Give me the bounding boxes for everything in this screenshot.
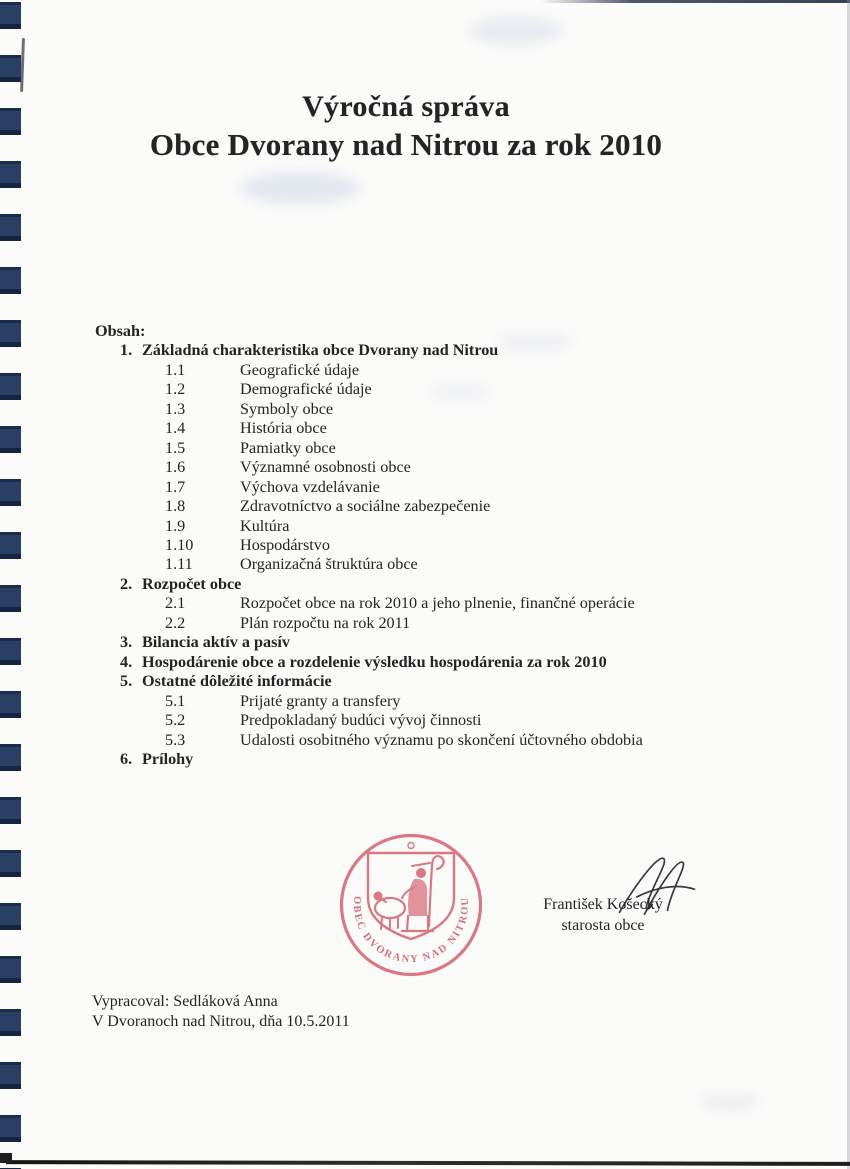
toc-item — [0, 750, 820, 769]
footer-block — [92, 992, 350, 1031]
toc-item — [0, 341, 820, 360]
signer-role: starosta obce — [561, 917, 645, 934]
toc-item-number: 1.7 — [165, 477, 186, 496]
toc-item — [0, 361, 820, 380]
toc-item-label: Geografické údaje — [240, 360, 360, 379]
toc-heading: Obsah: — [95, 322, 146, 340]
page-edge-corner — [0, 1153, 12, 1163]
toc-item — [0, 555, 820, 574]
toc-item-label: Demografické údaje — [240, 380, 372, 399]
toc-item-number: 1.8 — [165, 497, 186, 516]
toc-item — [0, 497, 820, 516]
toc-item — [0, 458, 820, 477]
toc-item — [0, 419, 820, 438]
toc-item-label: Udalosti osobitného významu po skončení účtovného obdobia — [240, 730, 643, 749]
toc-item-label: Predpokladaný budúci vývoj činnosti — [240, 711, 482, 730]
seal-ring-text: OBEC DVORANY NAD NITROU — [350, 895, 472, 966]
toc-item-label: Bilancia aktív a pasív — [142, 633, 290, 652]
toc-item — [0, 692, 820, 711]
toc-item — [0, 478, 820, 497]
toc-item-label: Symboly obce — [240, 399, 334, 418]
toc-item-number: 1.5 — [165, 438, 186, 457]
toc-item-label: Významné osobnosti obce — [240, 458, 411, 477]
toc-item — [0, 633, 820, 652]
toc-item — [0, 614, 820, 633]
toc-item — [0, 536, 820, 555]
title-line-1: Výročná správa — [302, 90, 510, 123]
toc-item-number: 5.1 — [165, 691, 186, 710]
toc-item-number: 2.2 — [165, 613, 186, 632]
toc-item-label: Výchova vzdelávanie — [240, 477, 380, 496]
toc-item-number: 1.9 — [165, 516, 186, 535]
scan-smudge — [240, 172, 360, 204]
toc-item — [0, 711, 820, 730]
toc-item-label: Rozpočet obce — [142, 574, 242, 593]
toc-item-number: 1.4 — [165, 419, 186, 438]
scan-smudge — [700, 1095, 760, 1109]
toc-item — [0, 517, 820, 536]
signer-block — [508, 894, 698, 936]
page-edge-top — [540, 0, 850, 3]
pen-stray-mark — [20, 38, 24, 92]
toc-item-number: 1.6 — [165, 458, 186, 477]
toc-item-label: Hospodárstvo — [240, 535, 330, 554]
toc-item — [0, 439, 820, 458]
toc-item-label: Plán rozpočtu na rok 2011 — [240, 613, 411, 632]
toc-item-number: 5. — [120, 672, 133, 691]
page-edge-bottom — [6, 1160, 850, 1166]
toc-item-number: 1.2 — [165, 380, 186, 399]
toc-item-label: Organizačná štruktúra obce — [240, 555, 418, 574]
table-of-contents — [0, 322, 820, 769]
toc-item-number: 2. — [120, 574, 133, 593]
toc-item-label: Zdravotníctvo a sociálne zabezpečenie — [240, 497, 491, 516]
toc-item-label: Pamiatky obce — [240, 438, 336, 457]
toc-item-number: 1.1 — [165, 360, 186, 379]
toc-item-number: 3. — [120, 633, 133, 652]
toc-item — [0, 731, 820, 750]
toc-item-number: 4. — [120, 652, 133, 671]
toc-item — [0, 672, 820, 691]
toc-item-number: 6. — [120, 749, 133, 768]
toc-item-label: Kultúra — [240, 516, 290, 535]
toc-item-number: 1.10 — [165, 535, 194, 554]
toc-item-number: 1. — [120, 341, 133, 360]
toc-item-label: Ostatné dôležité informácie — [142, 672, 332, 691]
toc-item-label: Rozpočet obce na rok 2010 a jeho plnenie, finančné operácie — [240, 594, 635, 613]
document-title — [0, 88, 812, 164]
toc-item-number: 1.11 — [165, 555, 193, 574]
toc-item — [0, 653, 820, 672]
toc-item-number: 5.3 — [165, 730, 186, 749]
toc-item — [0, 594, 820, 613]
place-date-line: V Dvoranoch nad Nitrou, dňa 10.5.2011 — [92, 1012, 350, 1030]
toc-item-number: 5.2 — [165, 711, 186, 730]
toc-item-number: 2.1 — [165, 594, 186, 613]
toc-item — [0, 400, 820, 419]
toc-item-label: Základná charakteristika obce Dvorany nad Nitrou — [142, 341, 499, 360]
toc-item — [0, 380, 820, 399]
prepared-by-line: Vypracoval: Sedláková Anna — [92, 993, 278, 1010]
toc-item-number: 1.3 — [165, 399, 186, 418]
title-line-2: Obce Dvorany nad Nitrou za rok 2010 — [149, 127, 663, 162]
toc-item-label: Hospodárenie obce a rozdelenie výsledku hospodárenia za rok 2010 — [142, 652, 607, 671]
signer-name: František Košecký — [543, 896, 663, 913]
municipal-seal-stamp — [338, 832, 484, 978]
toc-item-label: Prijaté granty a transfery — [240, 691, 401, 710]
toc-item — [0, 575, 820, 594]
scan-smudge — [468, 18, 563, 44]
toc-item-label: História obce — [240, 419, 327, 438]
toc-item-label: Prílohy — [142, 749, 194, 768]
